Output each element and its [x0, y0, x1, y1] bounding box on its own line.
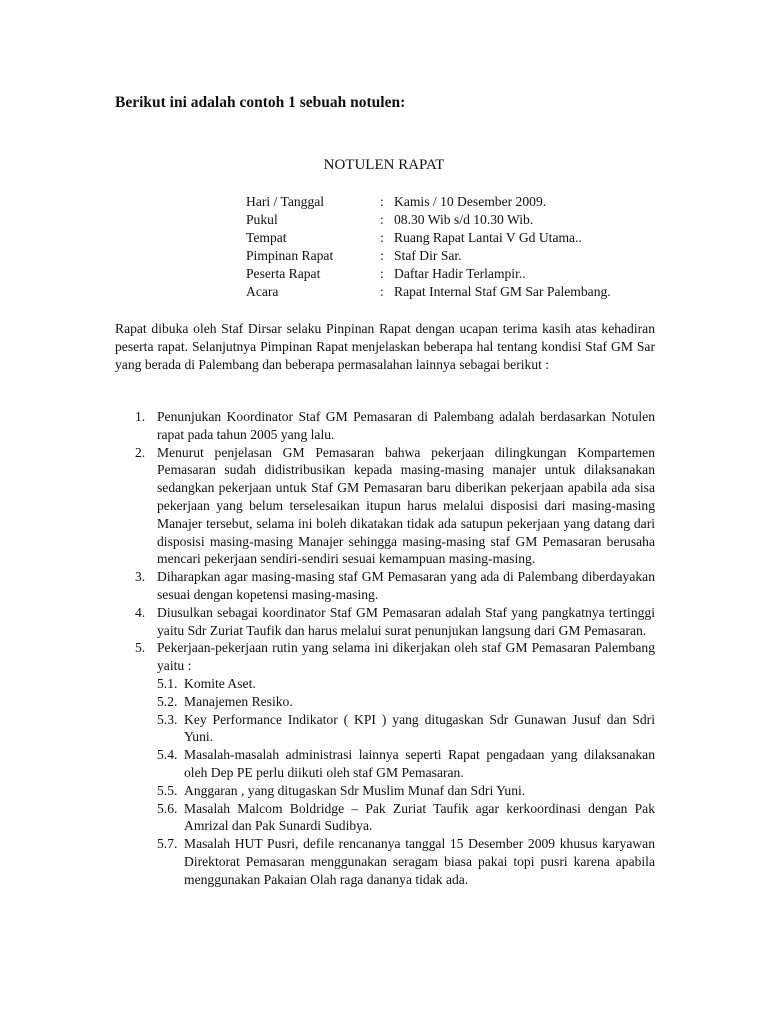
meta-value: Daftar Hadir Terlampir..	[394, 266, 526, 281]
list-item	[115, 568, 655, 604]
meta-row-date	[246, 193, 611, 211]
document-heading: Berikut ini adalah contoh 1 sebuah notulen:	[115, 94, 406, 111]
sublist-number: 5.2.	[157, 693, 178, 709]
routine-tasks-sublist	[157, 675, 655, 889]
meta-value: Ruang Rapat Lantai V Gd Utama..	[394, 230, 582, 245]
sublist-item	[157, 693, 655, 711]
sublist-item-text: Key Performance Indikator ( KPI ) yang ditugaskan Sdr Gunawan Jusuf dan Sdri Yuni.	[184, 711, 655, 745]
list-item-text: Pekerjaan-pekerjaan rutin yang selama ini dikerjakan oleh staf GM Pemasaran Palembang yaitu :	[157, 640, 655, 674]
sublist-item	[157, 675, 655, 693]
sublist-item-text: Manajemen Resiko.	[184, 693, 293, 709]
sublist-number: 5.6.	[157, 800, 178, 816]
sublist-item	[157, 800, 655, 836]
meta-colon: :	[380, 266, 384, 281]
meta-value: 08.30 Wib s/d 10.30 Wib.	[394, 212, 534, 227]
discussion-list	[115, 408, 655, 889]
list-number: 2.	[135, 444, 146, 460]
sublist-number: 5.4.	[157, 747, 178, 763]
sublist-number: 5.5.	[157, 782, 178, 798]
meta-row-time	[246, 211, 611, 229]
meta-label: Peserta Rapat	[246, 266, 321, 281]
list-item	[115, 604, 655, 640]
meta-row-agenda	[246, 283, 611, 301]
meta-label: Pimpinan Rapat	[246, 248, 334, 263]
meta-colon: :	[380, 194, 384, 209]
list-item	[115, 408, 655, 444]
list-number: 3.	[135, 569, 146, 585]
list-number: 1.	[135, 409, 146, 424]
list-item	[115, 444, 655, 569]
meta-colon: :	[380, 212, 384, 227]
meta-label: Pukul	[246, 212, 278, 227]
sublist-item-text: Anggaran , yang ditugaskan Sdr Muslim Munaf dan Sdri Yuni.	[184, 782, 526, 798]
sublist-number: 5.1.	[157, 675, 178, 691]
meta-label: Acara	[246, 284, 279, 299]
sublist-item	[157, 835, 655, 888]
sublist-number: 5.7.	[157, 836, 178, 852]
meta-row-chair	[246, 247, 611, 265]
meta-colon: :	[380, 230, 384, 245]
list-item	[115, 639, 655, 888]
meta-colon: :	[380, 284, 384, 299]
meta-label: Hari / Tanggal	[246, 194, 325, 209]
list-item-text: Penunjukan Koordinator Staf GM Pemasaran di Palembang adalah berdasarkan Notulen rapat pada tahun 2005 yang lalu.	[157, 409, 655, 442]
sublist-item-text: Masalah HUT Pusri, defile rencananya tanggal 15 Desember 2009 khusus karyawan Direktorat Pemasaran menggunakan seragam biasa pakai topi pusri karena apabila menggunakan Pakaian Olah raga dananya tidak ada.	[184, 836, 655, 887]
list-item-text: Menurut penjelasan GM Pemasaran bahwa pekerjaan dilingkungan Kompartemen Pemasaran sudah didistribusikan kepada masing-masing manajer untuk dilaksanakan sedangkan pekerjaan untuk Staf GM Pemasaran baru diberikan pekerjaan apabila ada sisa pekerjaan yang belum terselesaikan itupun harus melalui disposisi dari masing-masing Manajer tersebut, selama ini boleh dikatakan tidak ada satupun pekerjaan yang datang dari disposisi masing-masing Manajer sehingga masing-masing staf GM Pemasaran berusaha mencari pekerjaan sendiri-sendiri sesuai kemampuan masing-masing.	[157, 444, 655, 567]
sublist-item-text: Komite Aset.	[184, 675, 256, 691]
meta-row-place	[246, 229, 611, 247]
meta-value: Staf Dir Sar.	[394, 248, 462, 263]
sublist-number: 5.3.	[157, 711, 178, 727]
meta-colon: :	[380, 248, 384, 263]
sublist-item-text: Masalah-masalah administrasi lainnya seperti Rapat pengadaan yang dilaksanakan oleh Dep PE perlu diikuti oleh staf GM Pemasaran.	[184, 747, 655, 780]
intro-paragraph: Rapat dibuka oleh Staf Dirsar selaku Pinpinan Rapat dengan ucapan terima kasih atas kehadiran peserta rapat. Selanjutnya Pimpinan Rapat menjelaskan beberapa hal tentang kondisi Staf GM Sar yang berada di Palembang dan beberapa permasalahan lainnya sebagai berikut :	[115, 321, 655, 372]
meeting-info-table	[246, 193, 611, 301]
list-number: 4.	[135, 604, 146, 620]
meta-value: Rapat Internal Staf GM Sar Palembang.	[394, 284, 611, 299]
sublist-item	[157, 711, 655, 747]
document-title: NOTULEN RAPAT	[323, 157, 445, 173]
list-item-text: Diharapkan agar masing-masing staf GM Pemasaran yang ada di Palembang diberdayakan sesuai dengan kopetensi masing-masing.	[157, 569, 655, 602]
sublist-item	[157, 782, 655, 800]
meta-label: Tempat	[246, 230, 287, 245]
meta-row-participants	[246, 265, 611, 283]
list-number: 5.	[135, 640, 146, 656]
meta-value: Kamis / 10 Desember 2009.	[394, 194, 547, 209]
sublist-item	[157, 746, 655, 782]
list-item-text: Diusulkan sebagai koordinator Staf GM Pemasaran adalah Staf yang pangkatnya tertinggi yaitu Sdr Zuriat Taufik dan harus melalui surat penunjukan langsung dari GM Pemasaran.	[157, 604, 655, 638]
sublist-item-text: Masalah Malcom Boldridge – Pak Zuriat Taufik agar kerkoordinasi dengan Pak Amrizal dan Pak Sunardi Sudibya.	[184, 800, 655, 834]
